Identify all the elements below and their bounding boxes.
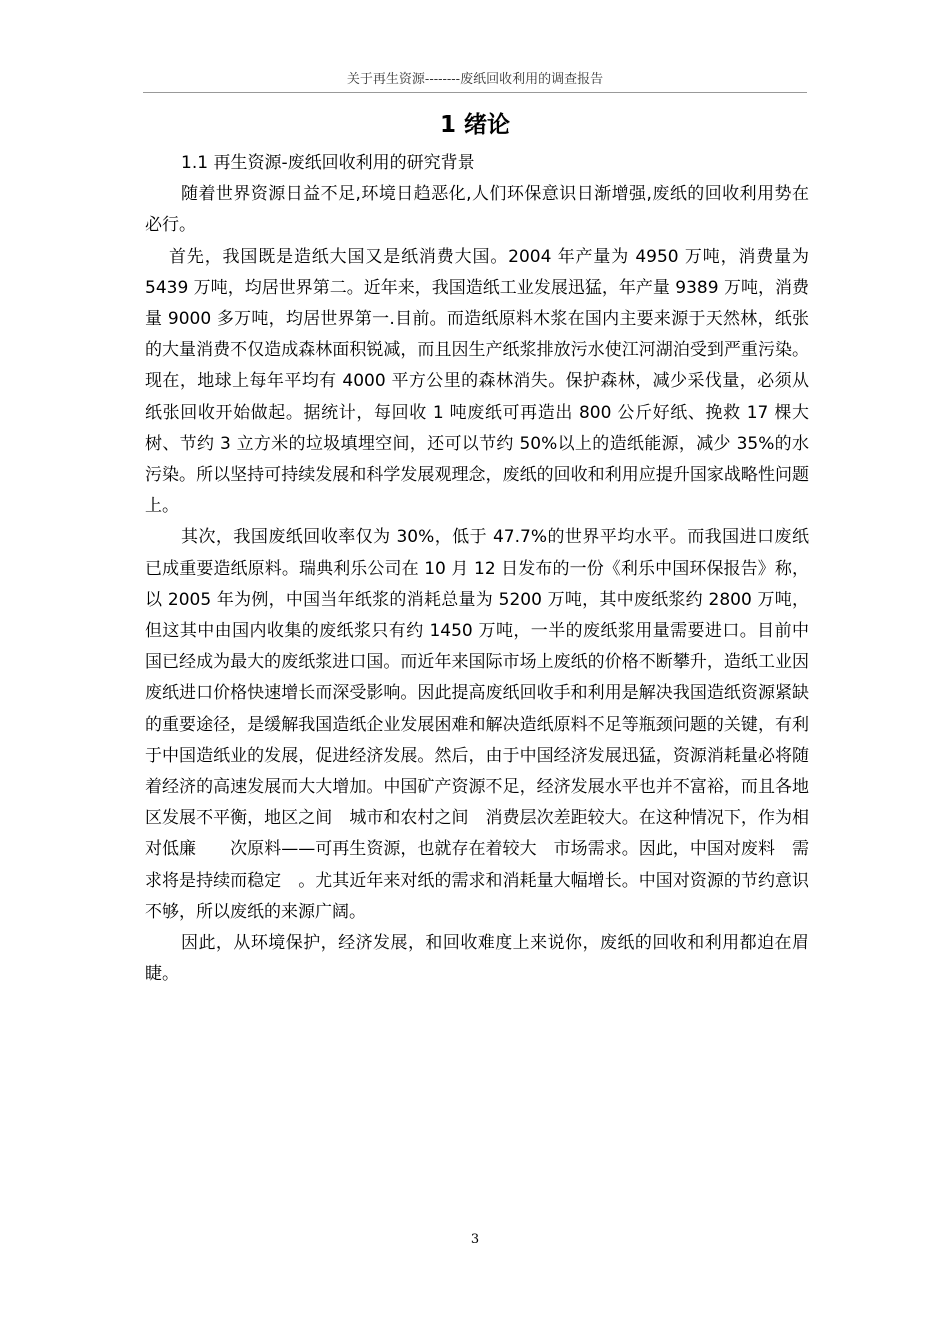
running-header: 关于再生资源--------废纸回收利用的调查报告 (346, 72, 604, 87)
paragraph-conclusion: 因此，从环境保护，经济发展，和回收难度上来说你，废纸的回收和利用都迫在眉睫。 (145, 933, 809, 985)
paragraph-second: 其次，我国废纸回收率仅为 30%，低于 47.7%的世界平均水平。而我国进口废纸已成重要造纸原料。瑞典利乐公司在 10 月 12 日发布的一份《利乐中国环保报告》称，以 2005 年为例，中国当年纸浆的消耗总量为 5200 万吨，其中废纸浆约 2800 万吨，但这其中由国内收集的废纸浆只有约 1450 万吨，一半的废纸浆用量需要进口。目前中国已经成为最大的废纸浆进口国。而近年来国际市场上废纸的价格不断攀升，造纸工业因废纸进口价格快速增长而深受影响。因此提高废纸回收手和利用是解决我国造纸资源紧缺的重要途径，是缓解我国造纸企业发展困难和解决造纸原料不足等瓶颈问题的关键，有利于中国造纸业的发展，促进经济发展。然后，由于中国经济发展迅猛，资源消耗量必将随着经济的高速发展而大大增加。中国矿产资源不足，经济发展水平也并不富裕，而且各地区发展不平衡，地区之间 城市和农村之间 消费层次差距较大。在这种情况下，作为相对低廉 次原料——可再生资源，也就存在着较大 市场需求。因此，中国对废料 需求将是持续而稳定 。尤其近年来对纸的需求和消耗量大幅增长。中国对资源的节约意识不够，所以废纸的来源广阔。 (145, 527, 809, 922)
paragraph-intro: 随着世界资源日益不足,环境日趋恶化,人们环保意识日渐增强,废纸的回收利用势在必行。 (145, 184, 809, 236)
header-divider (143, 92, 807, 93)
chapter-title: 1 绪论 (439, 112, 510, 138)
section-heading: 1.1 再生资源-废纸回收利用的研究背景 (181, 153, 475, 173)
page-number: 3 (470, 1232, 480, 1247)
paragraph-first: 首先，我国既是造纸大国又是纸消费大国。2004 年产量为 4950 万吨，消费量为 5439 万吨，均居世界第二。近年来，我国造纸工业发展迅猛，年产量 9389 万吨，消费量 9000 多万吨，均居世界第一.目前。而造纸原料木浆在国内主要来源于天然林，纸张的大量消费不仅造成森林面积锐减，而且因生产纸浆排放污水使江河湖泊受到严重污染。现在，地球上每年平均有 4000 平方公里的森林消失。保护森林，减少采伐量，必须从纸张回收开始做起。据统计，每回收 1 吨废纸可再造出 800 公斤好纸、挽救 17 棵大树、节约 3 立方米的垃圾填埋空间，还可以节约 50%以上的造纸能源，减少 35%的水污染。所以坚持可持续发展和科学发展观理念，废纸的回收和利用应提升国家战略性问题上。 (145, 246, 809, 517)
body-text (145, 148, 809, 990)
